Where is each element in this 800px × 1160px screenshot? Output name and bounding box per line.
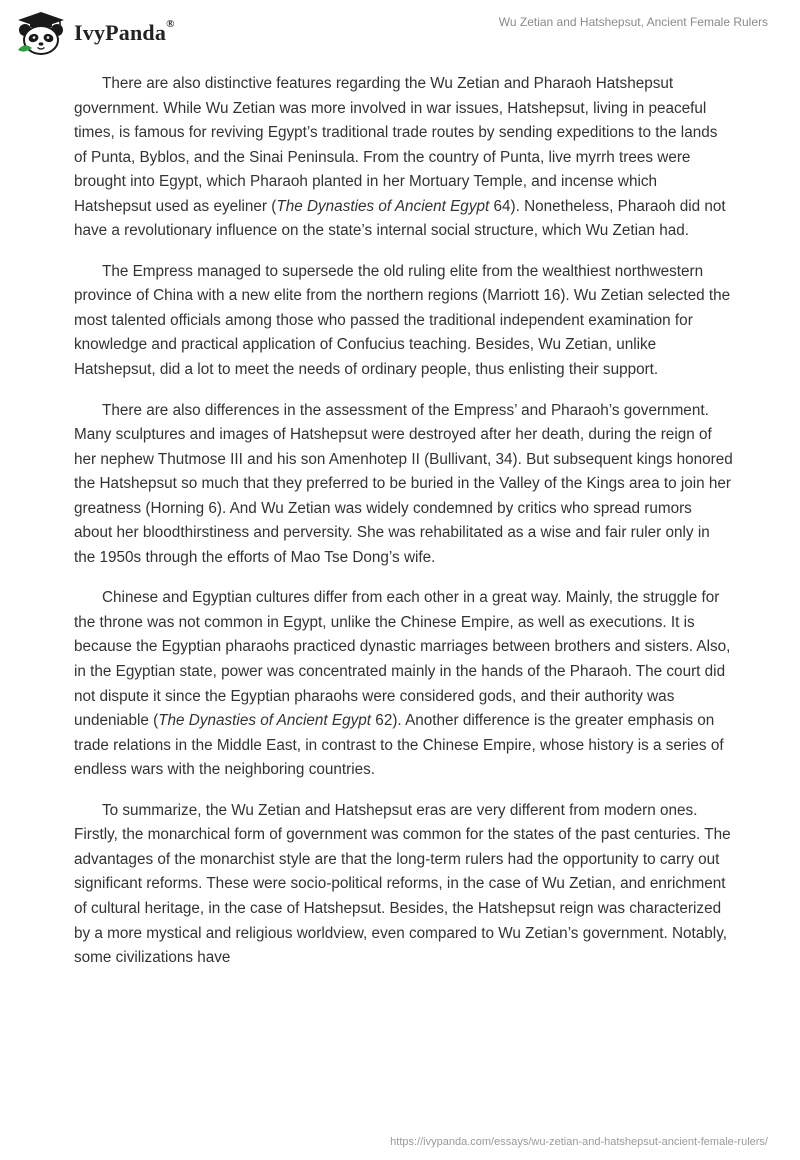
- paragraph-text: 62). Another difference is the greater emphasis on trade relations in the Middle East, in contrast to the Chinese Empire, whose history is a series of endless wars with the neighboring countries.: [74, 712, 724, 779]
- cited-title: The Dynasties of Ancient Egypt: [276, 197, 490, 215]
- essay-body: [74, 72, 734, 987]
- essay-paragraph: [74, 586, 734, 782]
- essay-paragraph: [74, 799, 734, 971]
- paragraph-text: Chinese and Egyptian cultures differ from each other in a great way. Mainly, the struggle for the throne was not common in Egypt, unlike the Chinese Empire, as well as executions. It is because the Egyptian pharaohs practiced dynastic marriages between brothers and sisters. Also, in the Egyptian state, power was concentrated mainly in the hands of the Pharaoh. The court did not dispute it since the Egyptian pharaohs were considered gods, and their authority was undeniable (: [74, 589, 731, 730]
- essay-paragraph: [74, 399, 734, 571]
- essay-paragraph: [74, 72, 734, 244]
- paragraph-text: There are also differences in the assessment of the Empress’ and Pharaoh’s government. Many sculptures and images of Hatshepsut were destroyed after her death, during the reign of her nephew Thutmose III and his son Amenhotep II (Bullivant, 34). But subsequent kings honored the Hatshepsut so much that they preferred to be buried in the Valley of the Kings area to join her greatness (Horning 6). And Wu Zetian was widely condemned by critics who spread rumors about her bloodthirstiness and perversity. She was rehabilitated as a wise and fair ruler only in the 1950s through the efforts of Mao Tse Dong’s wife.: [74, 401, 733, 566]
- registered-mark: ®: [166, 18, 175, 30]
- document-title: Wu Zetian and Hatshepsut, Ancient Female Rulers: [498, 15, 768, 29]
- essay-paragraph: [74, 260, 734, 383]
- paragraph-text: There are also distinctive features regarding the Wu Zetian and Pharaoh Hatshepsut government. While Wu Zetian was more involved in war issues, Hatshepsut, living in peaceful times, is famous for reviving Egypt’s traditional trade routes by sending expeditions to the lands of Punta, Byblos, and the Sinai Peninsula. From the country of Punta, live myrrh trees were brought into Egypt, which Pharaoh planted in her Mortuary Temple, and incense which Hatshepsut used as eyeliner (: [74, 75, 718, 215]
- paragraph-text: The Empress managed to supersede the old ruling elite from the wealthiest northwestern province of China with a new elite from the northern regions (Marriott 16). Wu Zetian selected the most talented officials among those who passed the traditional independent examination for knowledge and practical application of Confucius teaching. Besides, Wu Zetian, unlike Hatshepsut, did a lot to meet the needs of ordinary people, thus enlisting their support.: [74, 262, 731, 379]
- panda-graduate-icon: [14, 10, 68, 56]
- paragraph-text: To summarize, the Wu Zetian and Hatshepsut eras are very different from modern ones. Firstly, the monarchical form of government was common for the states of the past centuries. The advantages of the monarchist style are that the long-term rulers had the opportunity to carry out significant reforms. These were socio-political reforms, in the case of Wu Zetian, and enrichment of cultural heritage, in the case of Hatshepsut. Besides, the Hatshepsut reign was characterized by a more mystical and religious worldview, even compared to Wu Zetian’s government. Notably, some civilizations have: [74, 801, 731, 967]
- ivypanda-logo[interactable]: [14, 10, 175, 56]
- brand-name: IvyPanda®: [74, 18, 175, 45]
- cited-title: The Dynasties of Ancient Egypt: [158, 712, 372, 730]
- footer-url[interactable]: https://ivypanda.com/essays/wu-zetian-and-hatshepsut-ancient-female-rulers/: [390, 1136, 768, 1148]
- paragraph-text: 64). Nonetheless, Pharaoh did not have a revolutionary influence on the state’s internal social structure, which Wu Zetian had.: [74, 197, 726, 240]
